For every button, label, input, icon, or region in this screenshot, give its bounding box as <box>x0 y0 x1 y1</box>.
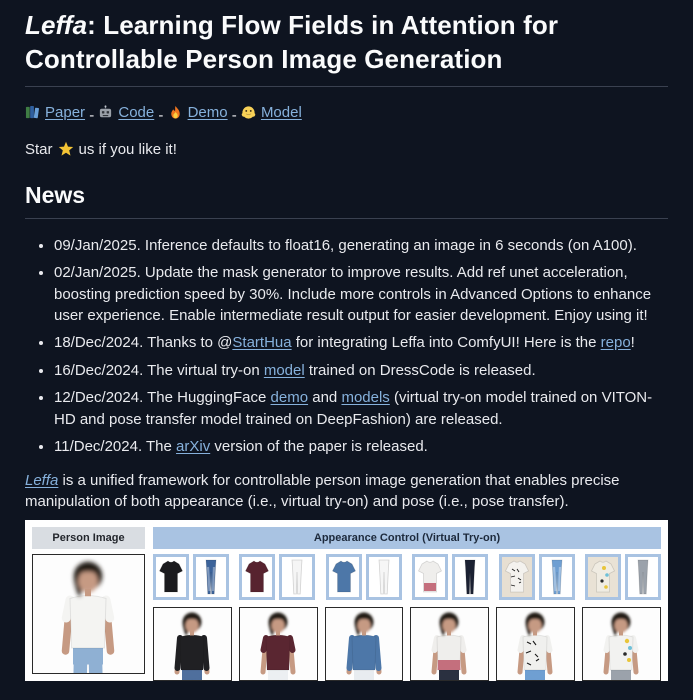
news-link[interactable]: StartHua <box>232 334 292 352</box>
garment-bottom-thumbnail <box>625 554 661 600</box>
nav-separator: - <box>227 106 241 124</box>
nav-separator: - <box>85 106 99 124</box>
garment-bottom-thumbnail <box>193 554 229 600</box>
page-title <box>25 8 668 77</box>
garment-pairs-row <box>153 554 661 600</box>
news-item <box>54 387 668 430</box>
nav-link-model[interactable] <box>241 104 302 121</box>
nav-links-row <box>25 104 668 124</box>
nav-separator: - <box>154 106 168 124</box>
garment-top-thumbnail <box>239 554 275 600</box>
text-segment: for integrating Leffa into ComfyUI! Here is the <box>291 334 601 352</box>
robot-icon <box>98 105 113 120</box>
garment-top-thumbnail <box>326 554 362 600</box>
result-image <box>239 607 318 681</box>
garment-pair <box>153 554 229 600</box>
garment-top-thumbnail <box>153 554 189 600</box>
books-icon <box>25 105 40 120</box>
news-link[interactable]: arXiv <box>176 438 211 456</box>
leffa-link[interactable]: Leffa <box>25 471 59 489</box>
star-line-pre: Star <box>25 140 53 158</box>
teaser-figure <box>25 520 668 681</box>
nav-link-demo[interactable] <box>168 104 228 121</box>
garment-pair <box>499 554 575 600</box>
nav-link-label: Demo <box>187 103 228 121</box>
news-item <box>54 235 668 256</box>
nav-link-label: Code <box>118 103 155 121</box>
nav-link-label: Model <box>260 103 302 121</box>
hugging-face-icon <box>241 105 256 120</box>
text-segment: 02/Jan/2025. Update the mask generator to improve results. Add ref unet acceleration, boosting prediction speed by 30%. Include more controls in Advanced Options to enhance user experience. Enable intermediate result output for easier development. Enjoy using it! <box>54 264 652 324</box>
news-item <box>54 436 668 457</box>
garment-pair <box>412 554 488 600</box>
text-segment: is a unified framework for controllable person image generation that enables precise manipulation of both appearance (i.e., virtual try-on) and pose (i.e., pose transfer). <box>25 471 620 510</box>
results-row <box>153 607 661 681</box>
garment-pair <box>239 554 315 600</box>
news-heading: News <box>25 181 86 208</box>
nav-link-label: Paper <box>45 103 86 121</box>
news-link[interactable]: demo <box>270 389 309 407</box>
text-segment: (virtual try-on model trained on VITON-HD and pose transfer model trained on DeepFashion) are released. <box>54 389 653 428</box>
star-line-post: us if you like it! <box>78 140 177 158</box>
news-item <box>54 332 668 353</box>
news-divider <box>25 218 668 219</box>
result-image <box>325 607 404 681</box>
news-link[interactable]: models <box>341 389 390 407</box>
news-item <box>54 262 668 326</box>
person-image-header: Person Image <box>32 527 145 549</box>
text-segment: trained on DressCode is released. <box>304 361 536 379</box>
garment-bottom-thumbnail <box>539 554 575 600</box>
intro-paragraph <box>25 470 668 513</box>
garment-pair <box>326 554 402 600</box>
figure-left-column <box>32 527 145 674</box>
text-segment: version of the paper is released. <box>210 438 428 456</box>
text-segment: 11/Dec/2024. The <box>54 438 177 456</box>
text-segment: 18/Dec/2024. Thanks to @ <box>54 334 233 352</box>
figure-right-column <box>153 527 661 674</box>
person-image <box>32 554 145 674</box>
garment-top-thumbnail <box>585 554 621 600</box>
text-segment: ! <box>630 334 635 352</box>
garment-top-thumbnail <box>412 554 448 600</box>
news-list <box>25 235 668 458</box>
garment-bottom-thumbnail <box>366 554 402 600</box>
result-image <box>153 607 232 681</box>
nav-link-paper[interactable] <box>25 104 85 121</box>
text-segment: 12/Dec/2024. The HuggingFace <box>54 389 271 407</box>
nav-link-code[interactable] <box>98 104 154 121</box>
result-image <box>582 607 661 681</box>
appearance-control-header: Appearance Control (Virtual Try-on) <box>153 527 661 549</box>
garment-top-thumbnail <box>499 554 535 600</box>
news-item <box>54 360 668 381</box>
page-title-rest: : Learning Flow Fields in Attention for Controllable Person Image Generation <box>25 10 559 75</box>
text-segment: 09/Jan/2025. Inference defaults to float16, generating an image in 6 seconds (on A100). <box>54 236 637 254</box>
fire-icon <box>168 105 183 120</box>
result-image <box>410 607 489 681</box>
text-segment: 16/Dec/2024. The virtual try-on <box>54 361 264 379</box>
news-link[interactable]: model <box>263 361 305 379</box>
news-link[interactable]: repo <box>600 334 631 352</box>
result-image <box>496 607 575 681</box>
garment-bottom-thumbnail <box>279 554 315 600</box>
text-segment: and <box>308 389 342 407</box>
garment-bottom-thumbnail <box>452 554 488 600</box>
title-divider <box>25 86 668 87</box>
page-title-italic: Leffa <box>25 10 88 40</box>
star-line <box>25 141 668 158</box>
star-icon <box>58 141 74 157</box>
garment-pair <box>585 554 661 600</box>
